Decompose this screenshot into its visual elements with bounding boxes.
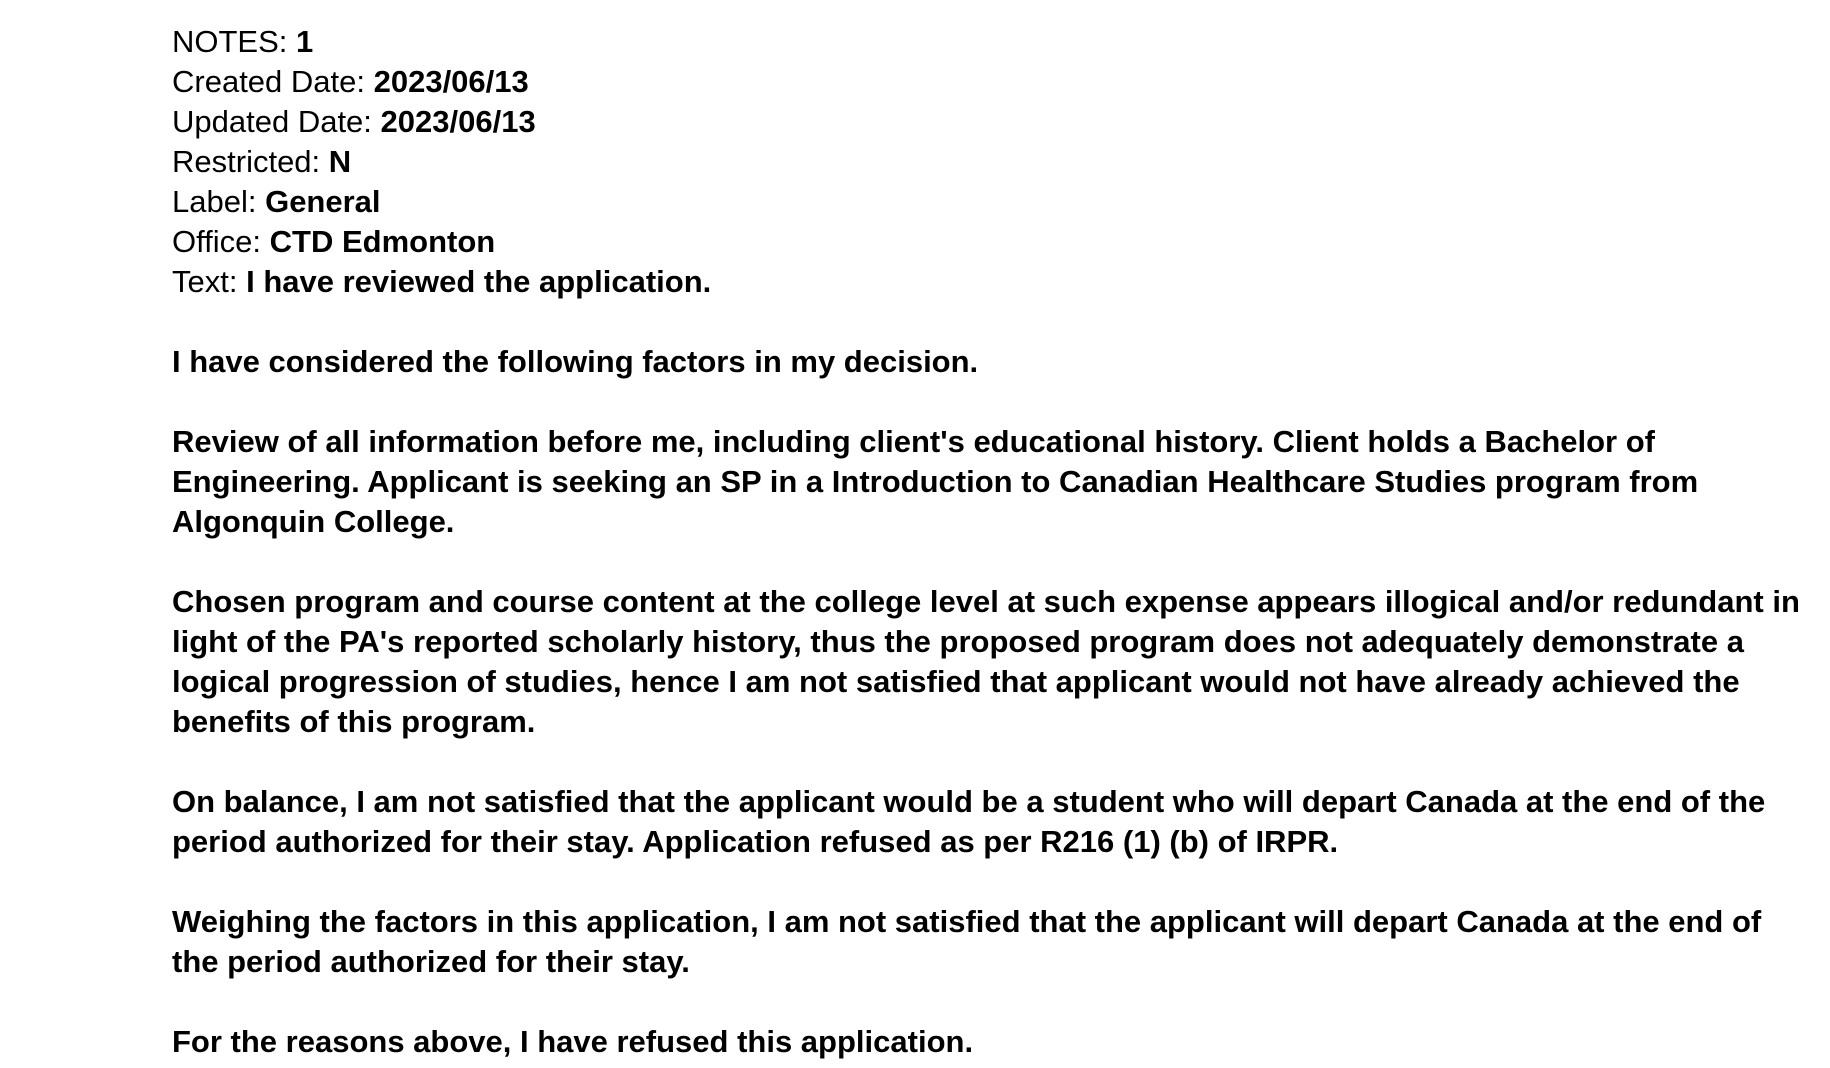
created-date-row <box>172 62 1812 102</box>
updated-date-row <box>172 102 1812 142</box>
restricted-row <box>172 142 1812 182</box>
spacer <box>172 742 1812 782</box>
paragraph-factors: I have considered the following factors in my decision. <box>172 344 979 379</box>
office-value: CTD Edmonton <box>269 224 496 259</box>
text-row <box>172 262 1812 302</box>
notes-number-row <box>172 22 1812 62</box>
office-label: Office: <box>172 224 270 259</box>
created-date-value: 2023/06/13 <box>373 64 529 99</box>
spacer <box>172 982 1812 1022</box>
label-value: General <box>265 184 381 219</box>
spacer <box>172 302 1812 342</box>
label-row <box>172 182 1812 222</box>
restricted-label: Restricted: <box>172 144 329 179</box>
paragraph-balance: On balance, I am not satisfied that the applicant would be a student who will depart Canada at the end of the period authorized for their stay. Application refused as per R216 (1) (b) of IRPR. <box>172 784 1766 859</box>
text-value: I have reviewed the application. <box>246 264 712 299</box>
updated-date-label: Updated Date: <box>172 104 381 139</box>
paragraph-weighing: Weighing the factors in this application, I am not satisfied that the applicant will depart Canada at the end of the period authorized for their stay. <box>172 904 1762 979</box>
notes-number-value: 1 <box>296 24 314 59</box>
notes-number-label: NOTES: <box>172 24 297 59</box>
restricted-value: N <box>328 144 352 179</box>
updated-date-value: 2023/06/13 <box>380 104 536 139</box>
spacer <box>172 382 1812 422</box>
paragraph-conclusion: For the reasons above, I have refused this application. <box>172 1024 974 1059</box>
paragraph-program-assessment: Chosen program and course content at the college level at such expense appears illogical and/or redundant in light of the PA's reported scholarly history, thus the proposed program does not adequately demonstrate a logical progression of studies, hence I am not satisfied that applicant would not have already achieved the benefits of this program. <box>172 584 1800 739</box>
created-date-label: Created Date: <box>172 64 374 99</box>
label-label: Label: <box>172 184 266 219</box>
spacer <box>172 542 1812 582</box>
paragraph-review: Review of all information before me, including client's educational history. Client holds a Bachelor of Engineering. Applicant is seeking an SP in a Introduction to Canadian Healthcare Studies program from Algonquin College. <box>172 424 1699 539</box>
spacer <box>172 862 1812 902</box>
office-row <box>172 222 1812 262</box>
note-document <box>172 22 1812 1062</box>
text-label: Text: <box>172 264 247 299</box>
